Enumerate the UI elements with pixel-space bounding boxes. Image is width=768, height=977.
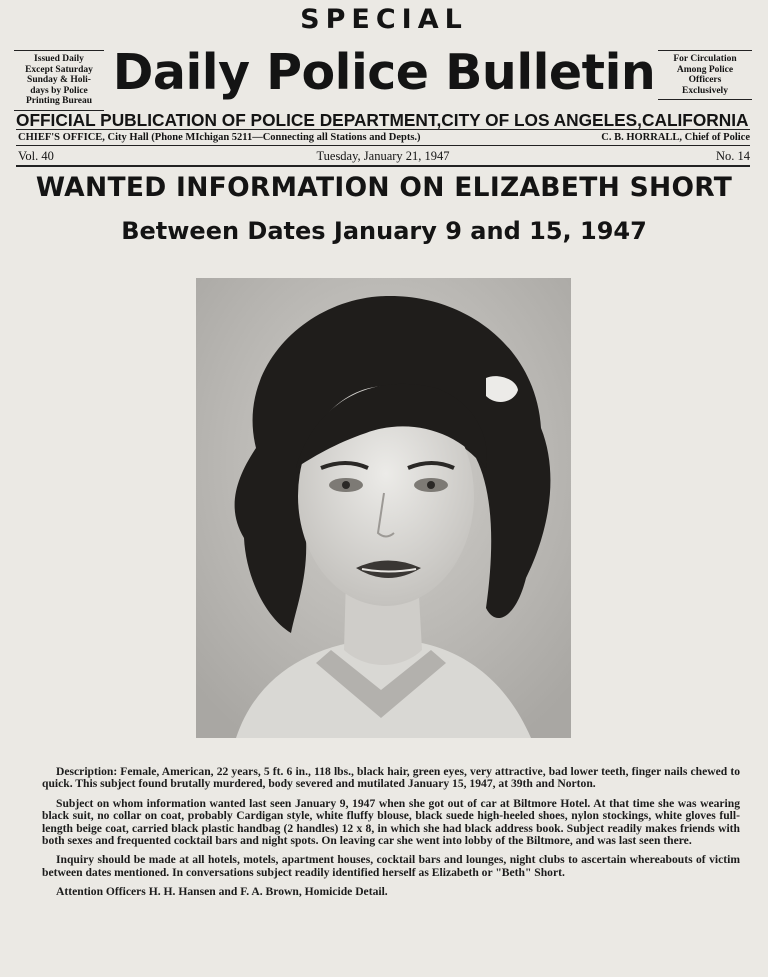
inquiry-paragraph: Inquiry should be made at all hotels, motels, apartment houses, cocktail bars and lounges, night clubs to ascertain whereabouts of victim between dates mentioned. In conversations subject readily identified herself as Elizabeth or "Beth" Short. — [42, 853, 740, 879]
description-paragraph: Description: Female, American, 22 years, 5 ft. 6 in., 118 lbs., black hair, green eyes, very attractive, bad lower teeth, finger nails chewed to quick. This subject found brutally murdered, body severed and mutilated January 15, 1947, at 39th and Norton. — [42, 765, 740, 791]
circulation-box — [658, 50, 752, 100]
circulation-line: For Circulation — [673, 54, 737, 64]
issue-date: Tuesday, January 21, 1947 — [316, 149, 450, 163]
chief-office-text: CHIEF'S OFFICE, City Hall (Phone MIchigan 5211—Connecting all Stations and Depts.) — [18, 132, 421, 143]
description-text — [42, 766, 740, 906]
chief-name: C. B. HORRALL, Chief of Police — [601, 132, 750, 143]
issue-schedule-line: Issued Daily — [34, 54, 84, 64]
issue-schedule-line: Except Saturday — [25, 64, 93, 75]
wanted-headline: WANTED INFORMATION ON ELIZABETH SHORT — [35, 172, 733, 203]
chief-office-row — [16, 129, 750, 146]
masthead-title: Daily Police Bulletin — [112, 44, 656, 101]
circulation-line: Officers — [688, 75, 722, 85]
special-label: SPECIAL — [300, 4, 468, 35]
issue-schedule-line: days by Police — [30, 85, 88, 96]
circulation-line: Among Police — [676, 64, 734, 75]
issue-schedule-line: Sunday & Holi- — [27, 75, 91, 85]
last-seen-paragraph: Subject on whom information wanted last seen January 9, 1947 when she got out of car at Biltmore Hotel. At that time she was wearing black suit, no collar on coat, probably Cardigan style, white fluffy blouse, black suede high-heeled shoes, nylon stockings, white gloves full-length beige coat, carried black plastic handbag (2 handles) 12 x 8, in which she had black address book. Subject readily makes friends with both sexes and frequented cocktail bars and night spots. On leaving car she went into lobby of the Biltmore, and was last seen there. — [42, 796, 740, 848]
issue-schedule-line: Printing Bureau — [25, 96, 93, 106]
attention-officers-paragraph: Attention Officers H. H. Hansen and F. A. Brown, Homicide Detail. — [56, 885, 388, 899]
issue-info-row — [16, 147, 750, 167]
volume-label: Vol. 40 — [18, 149, 54, 163]
official-publication-line: OFFICIAL PUBLICATION OF POLICE DEPARTMENT,CITY OF LOS ANGELES,CALIFORNIA — [16, 110, 749, 130]
date-range-subheadline: Between Dates January 9 and 15, 1947 — [121, 217, 647, 245]
issue-number: No. 14 — [715, 149, 750, 163]
circulation-line: Exclusively — [682, 85, 728, 96]
subject-portrait-photo — [196, 278, 571, 738]
